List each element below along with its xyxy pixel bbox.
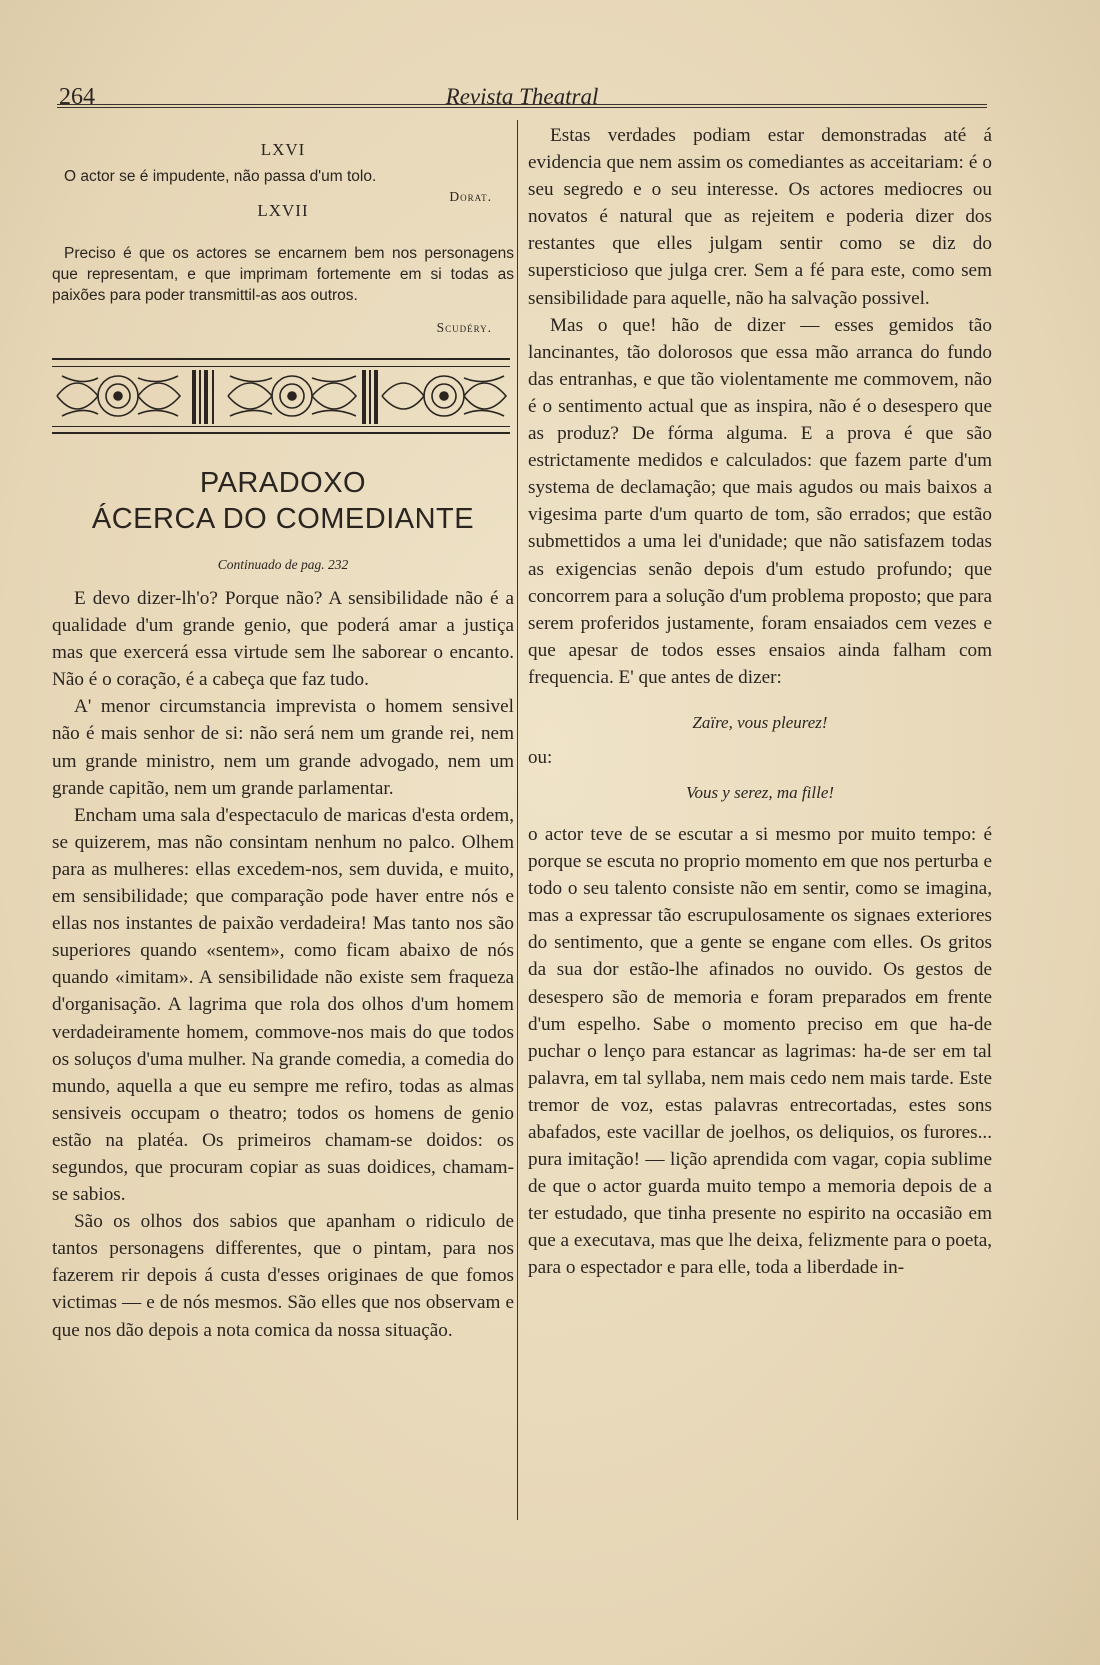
right-paragraph-3: o actor teve de se escutar a si mesmo por muito tempo: é porque se escuta no proprio momento em que nos perturba e todo o seu talento consiste não em sentir, como se imagina, mas a expressar tão escrupulosamente os signaes exteriores do sentimento, que a gente se engane com elles. Os gritos da sua dor estão-lhe afinados no ouvido. Os gestos de desespero são de memoria e foram preparados em frente d'um espelho. Sabe o momento preciso em que ha-de puchar o lenço para estancar as lagrimas: ha-de ser em tal palavra, em tal syllaba, nem mais cedo nem mais tarde. Este tremor de voz, estas palavras entrecortadas, estes sons abafados, este vacillar de joelhos, os deliquios, os furores... pura imitação! — lição aprendida com vagar, copia sublime de que o actor guarda muito tempo a memoria depois de a ter estudado, que tinha presente no espirito na occasião em que a executava, mas que lhe deixa, felizmente para o poeta, para o espectador e para elle, toda a liberdade in- [528,823,993,1279]
left-paragraph-4: São os olhos dos sabios que apanham o ridiculo de tantos personagens differentes, que o pintam, para nos fazerem rir depois á custa d'esses originaes de que fomos victimas — e de nós mesmos. São elles que nos observam e que nos dão depois a nota comica da nossa situação. [52,1211,514,1341]
verse-zaire: Zaïre, vous pleurez! [692,712,828,732]
ornamental-divider [52,356,510,438]
quote-lxvi: O actor se é impudente, não passa d'um tolo. [64,168,377,185]
article-title [52,465,514,537]
section-number-lxvii: LXVII [257,201,309,220]
continued-note: Continuado de pag. 232 [217,557,349,572]
left-paragraph-2: A' menor circumstancia imprevista o homem sensivel não é mais senhor de si: não será nem um grande rei, nem um grande ministro, nem um grande advogado, nem um grande capitão, nem um grande parlamentar. [52,696,514,799]
article-title-line-2: ÁCERCA DO COMEDIANTE [91,503,475,535]
left-paragraph-3: Encham uma sala d'espectaculo de maricas d'esta ordem, se quizerem, mas não consintam nenhum no palco. Olhem para as mulheres: ellas excedem-nos, sem duvida, e muito, em sensibilidade; que comparação pode haver entre nós e ellas nos instantes de paixão verdadeira! Mas tanto nos são superiores quando «sentem», como ficam abaixo de nós quando «imitam». A sensibilidade não existe sem fraqueza d'organisação. A lagrima que rola dos olhos d'um homem verdadeiramente homem, commove-nos mais do que todos os soluços d'uma mulher. Na grande comedia, a comedia do mundo, aquella a que eu sempre me refiro, todas as almas sensiveis occupam o theatro; todos os homens de genio estão na platéa. Os primeiros chamam-se doidos: os segundos, que procuram copiar as suas doidices, chamam-se sabios. [52,804,514,1206]
verse-vous-y-serez: Vous y serez, ma fille! [685,782,835,802]
header-rule-double [57,107,987,108]
section-number-lxvi: LXVI [260,140,306,159]
right-paragraph-1: Estas verdades podiam estar demonstradas até á evidencia que nem assim os comediantes as acceitariam: é o seu segredo e o seu interesse. Os actores mediocres ou novatos é natural que as rejeitem e poderia dizer dos restantes que elles julgam sentir como se diz do supersticioso que julga crer. Sem a fé para este, como sem sensibilidade para aquelle, não ha salvação possivel. [528,125,992,309]
running-title: Revista Theatral [445,84,599,109]
article-title-line-1: PARADOXO [199,467,367,499]
right-column [528,122,992,1282]
page-number: 264 [59,84,95,110]
header-rule [57,104,987,105]
left-column [52,130,514,1344]
left-paragraph-1: E devo dizer-lh'o? Porque não? A sensibilidade não é a qualidade d'um grande genio, que poderá amar a justiça mas que exercerá essa virtude sem lhe saborear o encanto. Não é o coração, é a cabeça que faz tudo. [52,588,514,691]
column-divider [517,120,518,1520]
quote-lxvii: Preciso é que os actores se encarnem bem nos personagens que representam, e que imprimam fortemente em si todas as paixões para poder transmittil-as aos outros. [52,245,514,304]
ou-connector: ou: [528,746,553,768]
right-paragraph-2: Mas o que! hão de dizer — esses gemidos tão lancinantes, tão dolorosos que essa mão arranca do fundo das entranhas, e que tão violentamente me commovem, não é o sentimento actual que as inspira, não é o desespero que as produz? De fórma alguma. E a prova é que são estrictamente medidos e calculados: que fazem parte d'um systema de declamação; que mais agudos ou mais baixos a vigesima parte d'um quarto de tom, são errados; que estão submettidos a uma lei d'unidade; que não satisfazem todas as exigencias senão depois d'um estudo profundo; que concorrem para a solução d'um problema proposto; que para serem proferidos justamente, foram ensaiados cem vezes e que apesar de todos esses ensaios ainda falham com frequencia. E' que antes de dizer: [528,314,992,688]
author-dorat: Dorat. [449,189,492,204]
author-scudery: Scudéry. [436,320,492,335]
